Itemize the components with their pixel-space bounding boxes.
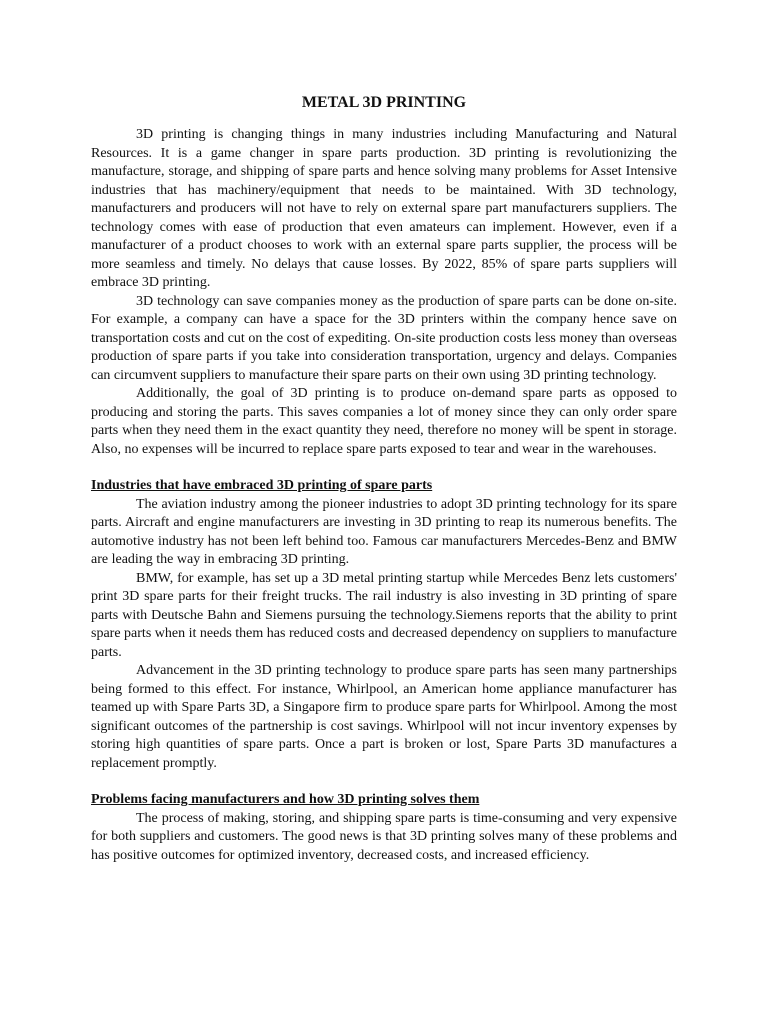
- intro-paragraph-3: Additionally, the goal of 3D printing is to produce on-demand spare parts as opposed to producing and storing the parts. This saves companies a lot of money since they can only order spare parts when they need them in the exact quantity they need, therefore no money will be spent in storage. Also, no expenses will be incurred to replace spare parts exposed to tear and wear in the warehouses.: [91, 386, 677, 457]
- section-heading-industries: Industries that have embraced 3D printing of spare parts: [91, 478, 433, 493]
- intro-paragraph-2: 3D technology can save companies money as the production of spare parts can be done on-site. For example, a company can have a space for the 3D printers within the company hence save on transportation costs and cut on the cost of expediting. On-site production costs less money than overseas production of spare parts if you take into consideration transportation, urgency and delays. Companies can circumvent suppliers to manufacture their spare parts on their own using 3D printing technology.: [91, 293, 677, 383]
- industries-paragraph-1: The aviation industry among the pioneer industries to adopt 3D printing technology for its spare parts. Aircraft and engine manufacturers are investing in 3D printing to reap its numerous benefits. The automotive industry has not been left behind too. Famous car manufacturers Mercedes-Benz and BMW are leading the way in embracing 3D printing.: [91, 496, 677, 567]
- intro-paragraph-1: 3D printing is changing things in many industries including Manufacturing and Natural Resources. It is a game changer in spare parts production. 3D printing is revolutionizing the manufacture, storage, and shipping of spare parts and hence solving many problems for Asset Intensive industries that has machinery/equipment that needs to be maintained. With 3D technology, manufacturers and producers will not have to rely on external spare part manufacturers suppliers. The technology comes with ease of production that even amateurs can implement. However, even if a manufacturer of a product chooses to work with an external spare parts supplier, the process will be more seamless and timely. No delays that cause losses. By 2022, 85% of spare parts suppliers will embrace 3D printing.: [91, 127, 677, 290]
- problems-paragraph-1: The process of making, storing, and shipping spare parts is time-consuming and very expensive for both suppliers and customers. The good news is that 3D printing solves many of these problems and has positive outcomes for optimized inventory, decreased costs, and increased efficiency.: [91, 810, 677, 863]
- section-spacer: [91, 773, 677, 791]
- industries-paragraph-2: BMW, for example, has set up a 3D metal printing startup while Mercedes Benz lets customers' print 3D spare parts for their freight trucks. The rail industry is also investing in 3D printing of spare parts with Deutsche Bahn and Siemens pursuing the technology.Siemens reports that the ability to print spare parts when it needs them has reduced costs and decreased dependency on suppliers to manufacture parts.: [91, 570, 677, 660]
- document-title: METAL 3D PRINTING: [301, 94, 467, 111]
- section-spacer: [91, 459, 677, 477]
- document-body: [91, 126, 677, 865]
- section-heading-problems: Problems facing manufacturers and how 3D printing solves them: [91, 792, 480, 807]
- industries-paragraph-3: Advancement in the 3D printing technology to produce spare parts has seen many partnerships being formed to this effect. For instance, Whirlpool, an American home appliance manufacturer has teamed up with Spare Parts 3D, a Singapore firm to produce spare parts for Whirlpool. Among the most significant outcomes of the partnership is cost savings. Whirlpool will not incur inventory expenses by storing high quantities of spare parts. Once a part is broken or lost, Spare Parts 3D manufactures a replacement promptly.: [91, 663, 677, 771]
